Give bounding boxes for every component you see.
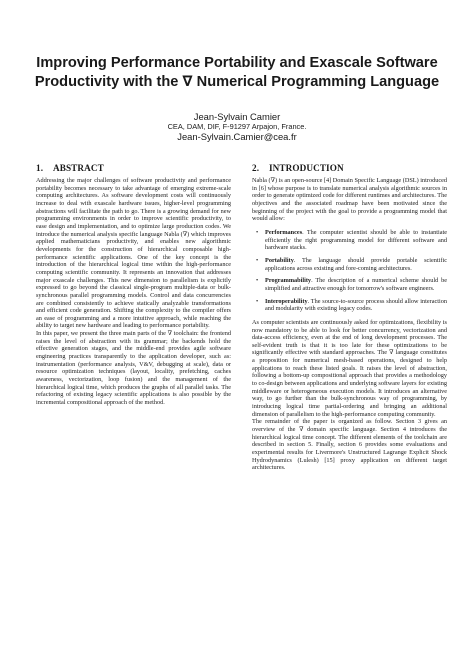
introduction-paragraph: The remainder of the paper is organized as follow. Section 3 gives an overview of the ∇ domain specific language. Section 4 introduces the hierarchical logical time concept. The different elements of the toolchain are described in section 5. Finally, section 6 provides some evaluations and experimental results for Livermore's Unstructured Lagrange Explicit Shock Hydrodynamics (Lulesh) [15] proxy application on different target architectures. xyxy=(252,418,447,472)
right-column xyxy=(252,163,447,472)
introduction-intro: Nabla (∇) is an open-source [4] Domain Specific Language (DSL) introduced in [6] whose purpose is to translate numerical analysis algorithmic sources in order to generate optimized code for different runtimes and architectures. The objectives and the associated roadmap have been motivated since the beginning of the project with the goal to provide a programming model that would allow: xyxy=(252,177,447,223)
list-item xyxy=(252,277,447,292)
introduction-number: 2. xyxy=(252,163,260,173)
abstract-heading xyxy=(36,163,231,173)
bullet-icon: • xyxy=(256,297,259,305)
abstract-paragraph: Addressing the major challenges of software productivity and performance portability becomes necessary to take advantage of emerging extreme-scale computing architectures. As software development costs will continuously increase to deal with exascale hardware issues, higher-level programming abstractions will facilitate the path to go. There is a growing demand for new programming environments in order to improve scientific productivity, to ease design and implementation, and to optimize large production codes. We introduce the numerical analysis specific language Nabla (∇) which improves applied mathematicians productivity, and enables new algorithmic developments for the construction of hierarchical composable high-performance scientific applications. One of the key concept is the introduction of the hierarchical logical time within the high-performance computing scientific community. It represents an innovation that addresses major exascale challenges. This new dimension to parallelism is explicitly expressed to go beyond the classical single-program multiple-data or bulk-synchronous parallel programming models. Control and data concurrencies are combined consistently to achieve statically analyzable transformations and efficient code generation. Shifting the complexity to the compiler offers an ease of programming and a more intuitive approach, while reaching the ability to target new hardware and leading to performance portability. xyxy=(36,177,231,330)
goal-text: . The source-to-source process should allow interaction and modularity with existing legacy codes. xyxy=(265,297,447,313)
author-name: Jean-Sylvain Camier xyxy=(193,111,281,122)
paper-title: Improving Performance Portability and Exascale Software Productivity with the ∇ Numerical Programming Language xyxy=(34,55,440,90)
goal-term: Portability xyxy=(265,256,294,264)
goal-term: Performances xyxy=(265,228,303,236)
goal-term: Interoperability xyxy=(265,297,308,305)
introduction-heading xyxy=(252,163,447,173)
left-column xyxy=(36,163,231,407)
author-block xyxy=(0,111,474,142)
abstract-number: 1. xyxy=(36,163,44,173)
goal-term: Programmability xyxy=(265,277,312,285)
bullet-icon: • xyxy=(256,277,259,285)
list-item xyxy=(252,298,447,313)
author-email: Jean-Sylvain.Camier@cea.fr xyxy=(177,131,297,142)
bullet-icon: • xyxy=(256,256,259,264)
goal-text: . The computer scientist should be able to instantiate efficiently the right programming model for different software and hardware stacks. xyxy=(265,228,447,252)
introduction-title: INTRODUCTION xyxy=(269,163,344,173)
abstract-title: ABSTRACT xyxy=(53,163,104,173)
list-item xyxy=(252,257,447,272)
abstract-paragraph: In this paper, we present the three main parts of the ∇ toolchain: the frontend raises the level of abstraction with its grammar; the backends hold the effective generation stages, and the middle-end provides agile software engineering practices transparently to the application developer, such as: instrumentation (performance analysis, V&V, debugging at scale), data or resource optimization techniques (layout, locality, prefetching, caches awareness, vectorization, loop fusion) and the management of the hierarchical logical time, which produces the graphs of all parallel tasks. The refactoring of existing legacy scientific applications is also possible by the incremental compositional approach of the method. xyxy=(36,330,231,407)
goal-text: . The description of a numerical scheme should be simplified and attractive enough for tomorrow's software engineers. xyxy=(265,277,447,292)
list-item xyxy=(252,229,447,252)
author-affiliation: CEA, DAM, DIF, F-91297 Arpajon, France. xyxy=(167,122,307,131)
introduction-paragraph: As computer scientists are continuously asked for optimizations, flexibility is now mandatory to be able to look for better concurrency, vectorization and data-access efficiency, even at the end of long development processes. The self-evident truth is that it is too late for these optimizations to be significantly effective with standard approaches. The ∇ language constitutes a proposition for numerical mesh-based operations, designed to help applications to reach these listed goals. It raises the level of abstraction, following a bottom-up compositional approach that provides a methodology to co-design between applications and underlying software layers for existing middleware or heterogeneous execution models. It introduces an alternative way, to go further than the bulk-synchronous way of programming, by introducing logical time partial-ordering and bringing an additional dimension of parallelism to the high-performance computing community. xyxy=(252,318,447,418)
bullet-icon: • xyxy=(256,228,259,236)
goals-list xyxy=(252,229,447,313)
goal-text: . The language should provide portable scientific applications across existing and fore-coming architectures. xyxy=(265,256,447,272)
